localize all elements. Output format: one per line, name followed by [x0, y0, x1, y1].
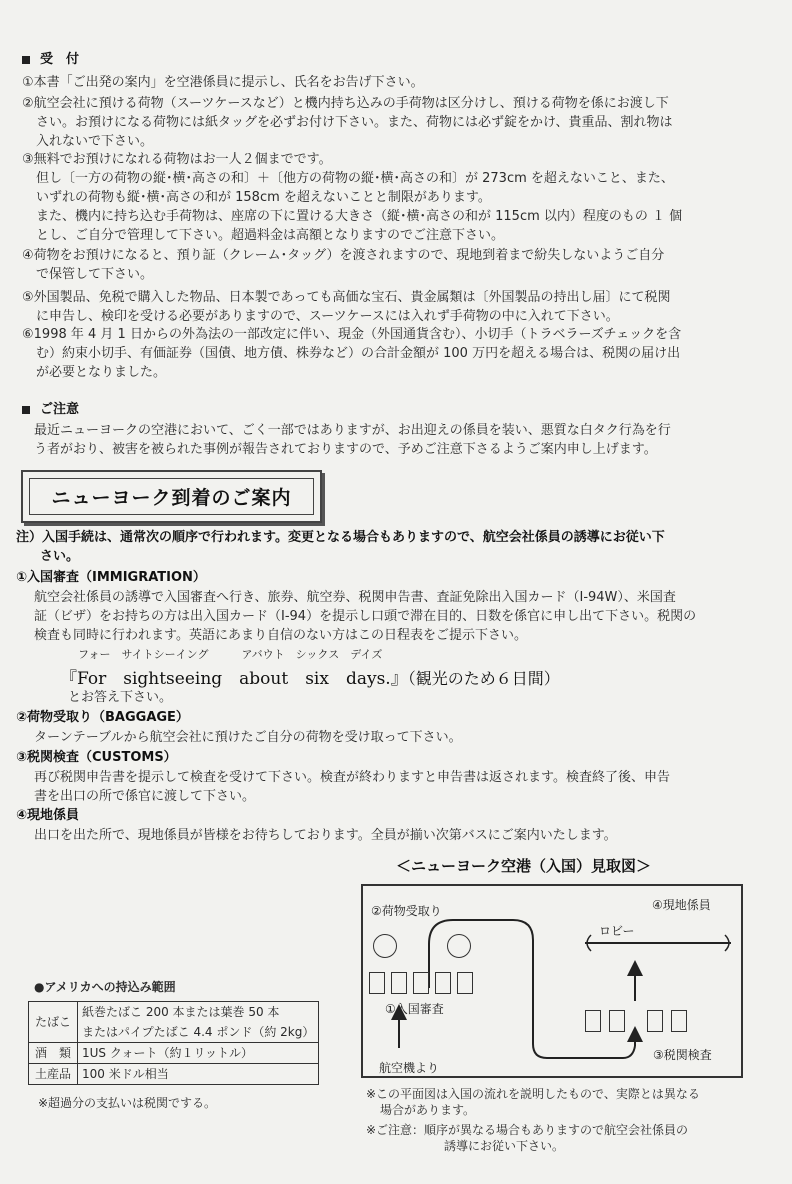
reception-item-5 [22, 288, 671, 326]
table-row [29, 1043, 319, 1064]
reception-item-2 [22, 94, 672, 151]
diagram-label-staff: ④現地係員 [652, 898, 711, 912]
diagram-note-line: 誘導にお従い下さい。 [444, 1139, 565, 1153]
phrase-answer: とお答え下さい。 [68, 690, 173, 705]
reception-heading: 受 付 [22, 50, 79, 69]
reception-line: さい。お預けになる荷物には紙タッグを必ずお付け下さい。また、荷物には必ず錠をかけ、貴重品、割れ物は [36, 115, 673, 130]
arrival-title-box [21, 470, 322, 523]
immigration-line: 航空会社係員の誘導で入国審査へ行き、旅券、航空券、税関申告書、査証免除出入国カード（I-94W）、米国査 [34, 590, 676, 605]
limits-value: 1US クォート（約１リットル） [78, 1043, 319, 1064]
customs-line: 再び税関申告書を提示して検査を受けて下さい。検査が終わりますと申告書は返されます。検査終了後、申告 [34, 770, 670, 785]
customs-booth [671, 1010, 687, 1032]
reception-line: ①本書「ご出発の案内」を空港係員に提示し、氏名をお告げ下さい。 [22, 75, 424, 90]
diagram-label-lobby: ロビー [599, 924, 635, 938]
table-row [29, 1002, 319, 1023]
caution-line: 最近ニューヨークの空港において、ごく一部ではありますが、お出迎えの係員を装い、悪質な白タク行為を行 [34, 423, 671, 438]
baggage-line: ターンテーブルから航空会社に預けたご自分の荷物を受け取って下さい。 [34, 730, 462, 745]
caution-line: う者がおり、被害を被られた事例が報告されておりますので、予めご注意下さるようご案内申し上げます。 [34, 442, 657, 457]
airport-diagram [361, 884, 743, 1078]
customs-booth [609, 1010, 625, 1032]
customs-heading: ③税関検査（CUSTOMS） [16, 750, 177, 765]
diagram-label-from-plane: 航空機より [379, 1061, 440, 1075]
reception-line: で保管して下さい。 [36, 267, 154, 282]
reception-item-4 [22, 246, 664, 284]
diagram-note-line: ※この平面図は入国の流れを説明したもので、実際とは異なる [366, 1087, 700, 1101]
diagram-title: ＜ニューヨーク空港（入国）見取図＞ [396, 857, 652, 875]
limits-value: またはパイプたばこ 4.4 ポンド（約 2kg） [78, 1022, 319, 1043]
diagram-label-immigration: ①入国審査 [385, 1002, 444, 1016]
reception-item-1 [22, 73, 424, 92]
immigration-booth [457, 972, 473, 994]
limits-value: 紙巻たばこ 200 本または葉巻 50 本 [78, 1002, 319, 1023]
arrival-note-line: さい。 [40, 549, 80, 564]
reception-line: 入れないで下さい。 [36, 134, 154, 149]
caution-text [34, 421, 671, 459]
reception-line: ④荷物をお預けになると、預り証（クレーム･タッグ）を渡されますので、現地到着まで紛失しないようご自分 [22, 248, 665, 263]
reception-line: に申告し、検印を受ける必要がありますので、スーツケースには入れず手荷物の中に入れて下さい。 [36, 309, 619, 324]
diagram-label-customs: ③税関検査 [653, 1048, 712, 1062]
caution-heading: ご注意 [22, 400, 79, 419]
staff-line: 出口を出た所で、現地係員が皆様をお待ちしております。全員が揃い次第バスにご案内いたします。 [34, 828, 617, 843]
limits-label: たばこ [29, 1002, 78, 1043]
diagram-note-line: 場合があります。 [380, 1103, 476, 1117]
diagram-note-line: ※ご注意：順序が異なる場合もありますので航空会社係員の [366, 1123, 689, 1137]
limits-label: 土産品 [29, 1064, 78, 1085]
customs-booth [585, 1010, 601, 1032]
limits-table [28, 1001, 319, 1085]
reception-line: ⑥1998 年 4 月 1 日からの外為法の一部改定に伴い、現金（外国通貨含む）、小切手（トラベラーズチェックを含 [22, 327, 682, 342]
reception-line: また、機内に持ち込む手荷物は、座席の下に置ける大きさ（縦･横･高さの和が 115cm 以内）程度のもの １ 個 [36, 209, 683, 224]
reception-item-6 [22, 325, 681, 382]
customs-booth [647, 1010, 663, 1032]
limits-label: 酒 類 [29, 1043, 78, 1064]
staff-heading: ④現地係員 [16, 808, 80, 823]
reception-line: ②航空会社に預ける荷物（スーツケースなど）と機内持ち込みの手荷物は区分けし、預ける荷物を係にお渡し下 [22, 96, 669, 111]
immigration-booth [369, 972, 385, 994]
reception-line: む）約束小切手、有価証券（国債、地方債、株券など）の合計金額が 100 万円を超える場合は、税関の届け出 [36, 346, 681, 361]
table-row [29, 1064, 319, 1085]
limits-heading: ●アメリカへの持込み範囲 [34, 980, 176, 994]
limits-value: 100 米ドル相当 [78, 1064, 319, 1085]
phrase-line [60, 664, 560, 689]
square-bullet-icon [22, 56, 30, 64]
limits-note: ※超過分の支払いは税関でする。 [38, 1096, 217, 1110]
immigration-heading: ①入国審査（IMMIGRATION） [16, 570, 206, 585]
immigration-booth [435, 972, 451, 994]
customs-line: 書を出口の所で係官に渡して下さい。 [34, 789, 256, 804]
reception-item-3 [22, 150, 682, 245]
immigration-line: 検査も同時に行われます。英語にあまり自信のない方はこの日程表をご提示下さい。 [34, 628, 527, 643]
arrival-note-line: 注）入国手続は、通常次の順序で行われます。変更となる場合もありますので、航空会社係員の誘導にお従い下 [16, 530, 665, 545]
turntable-circle [373, 934, 397, 958]
reception-line: が必要となりました。 [36, 365, 167, 380]
staff-text [34, 826, 617, 845]
immigration-booth [413, 972, 429, 994]
diagram-label-baggage: ②荷物受取り [371, 904, 442, 918]
phrase-japanese: （観光のため６日間） [407, 669, 560, 688]
customs-text [34, 768, 670, 806]
reception-line: ③無料でお預けになれる荷物はお一人２個までです。 [22, 152, 332, 167]
arrival-note [16, 528, 665, 566]
immigration-booth [391, 972, 407, 994]
turntable-circle [447, 934, 471, 958]
reception-line: とし、ご自分で管理して下さい。超過料金は高額となりますのでご注意下さい。 [36, 228, 505, 243]
phrase-ruby: フォー サイトシーイング アバウト シックス デイズ [78, 648, 383, 661]
baggage-text [34, 728, 462, 747]
immigration-text [34, 588, 696, 645]
phrase-english: 『For sightseeing about six days.』 [60, 669, 408, 689]
reception-line: 但し〔一方の荷物の縦･横･高さの和〕＋〔他方の荷物の縦･横･高さの和〕が 273cm を超えないこと、また、 [36, 171, 674, 186]
reception-line: いずれの荷物も縦･横･高さの和が 158cm を超えないことと制限があります。 [36, 190, 491, 205]
baggage-heading: ②荷物受取り（BAGGAGE） [16, 710, 189, 725]
immigration-line: 証（ビザ）をお持ちの方は出入国カード（I-94）を提示し口頭で滞在目的、日数を係官に申し出て下さい。税関の [34, 609, 697, 624]
diagram-notes [366, 1086, 700, 1154]
arrival-title: ニューヨーク到着のご案内 [29, 478, 314, 515]
square-bullet-icon [22, 406, 30, 414]
reception-line: ⑤外国製品、免税で購入した物品、日本製であっても高価な宝石、貴金属類は〔外国製品の持出し届〕にて税関 [22, 290, 671, 305]
